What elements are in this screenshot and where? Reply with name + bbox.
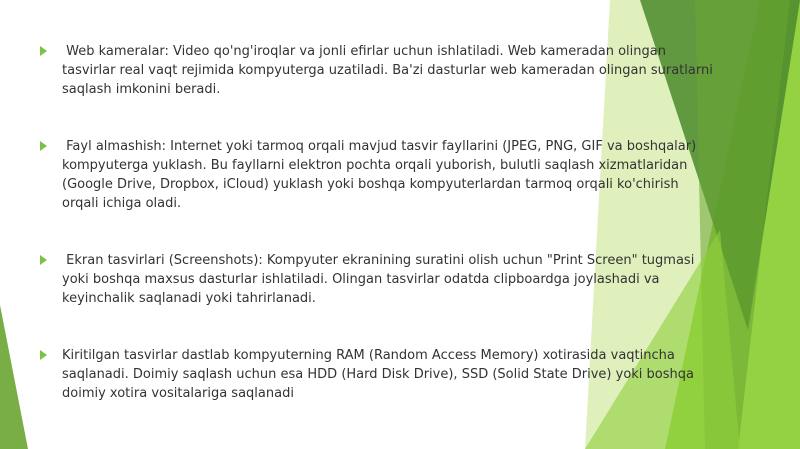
bullet-text: Ekran tasvirlari (Screenshots): Kompyuter ekranining suratini olish uchun "Print Screen" tugmasi yoki boshqa maxsus dasturlar ishlatiladi. Olingan tasvirlar odatda clipboardga joylashadi va keyinchalik saqlanadi yoki tahrirlanadi. xyxy=(62,253,699,306)
bullet-screenshots xyxy=(38,251,718,308)
left-edge-shape xyxy=(0,305,28,449)
bullet-arrow-icon xyxy=(40,46,47,56)
bullet-storage xyxy=(38,346,718,403)
bullet-arrow-icon xyxy=(40,255,47,265)
bullet-text: Web kameralar: Video qo'ng'iroqlar va jonli efirlar uchun ishlatiladi. Web kameradan olingan tasvirlar real vaqt rejimida kompyuterga uzatiladi. Ba'zi dasturlar web kameradan olingan suratlarni saqlash imkonini beradi. xyxy=(62,44,717,97)
bullet-arrow-icon xyxy=(40,350,47,360)
bullet-arrow-icon xyxy=(40,141,47,151)
bullet-list xyxy=(38,42,718,403)
bullet-text: Fayl almashish: Internet yoki tarmoq orqali mavjud tasvir fayllarini (JPEG, PNG, GIF va boshqalar) kompyuterga yuklash. Bu fayllarni elektron pochta orqali yuborish, bulutli saqlash xizmatlaridan (Google Drive, Dropbox, iCloud) yuklash yoki boshqa kompyuterlardan tarmoq orqali ko'chirish orqali ichiga oladi. xyxy=(62,139,701,211)
bullet-file-sharing xyxy=(38,137,718,213)
bullet-web-cameras xyxy=(38,42,718,99)
bullet-text: Kiritilgan tasvirlar dastlab kompyuterning RAM (Random Access Memory) xotirasida vaqtincha saqlanadi. Doimiy saqlash uchun esa HDD (Hard Disk Drive), SSD (Solid State Drive) yoki boshqa doimiy xotira vositalariga saqlanadi xyxy=(62,348,699,401)
